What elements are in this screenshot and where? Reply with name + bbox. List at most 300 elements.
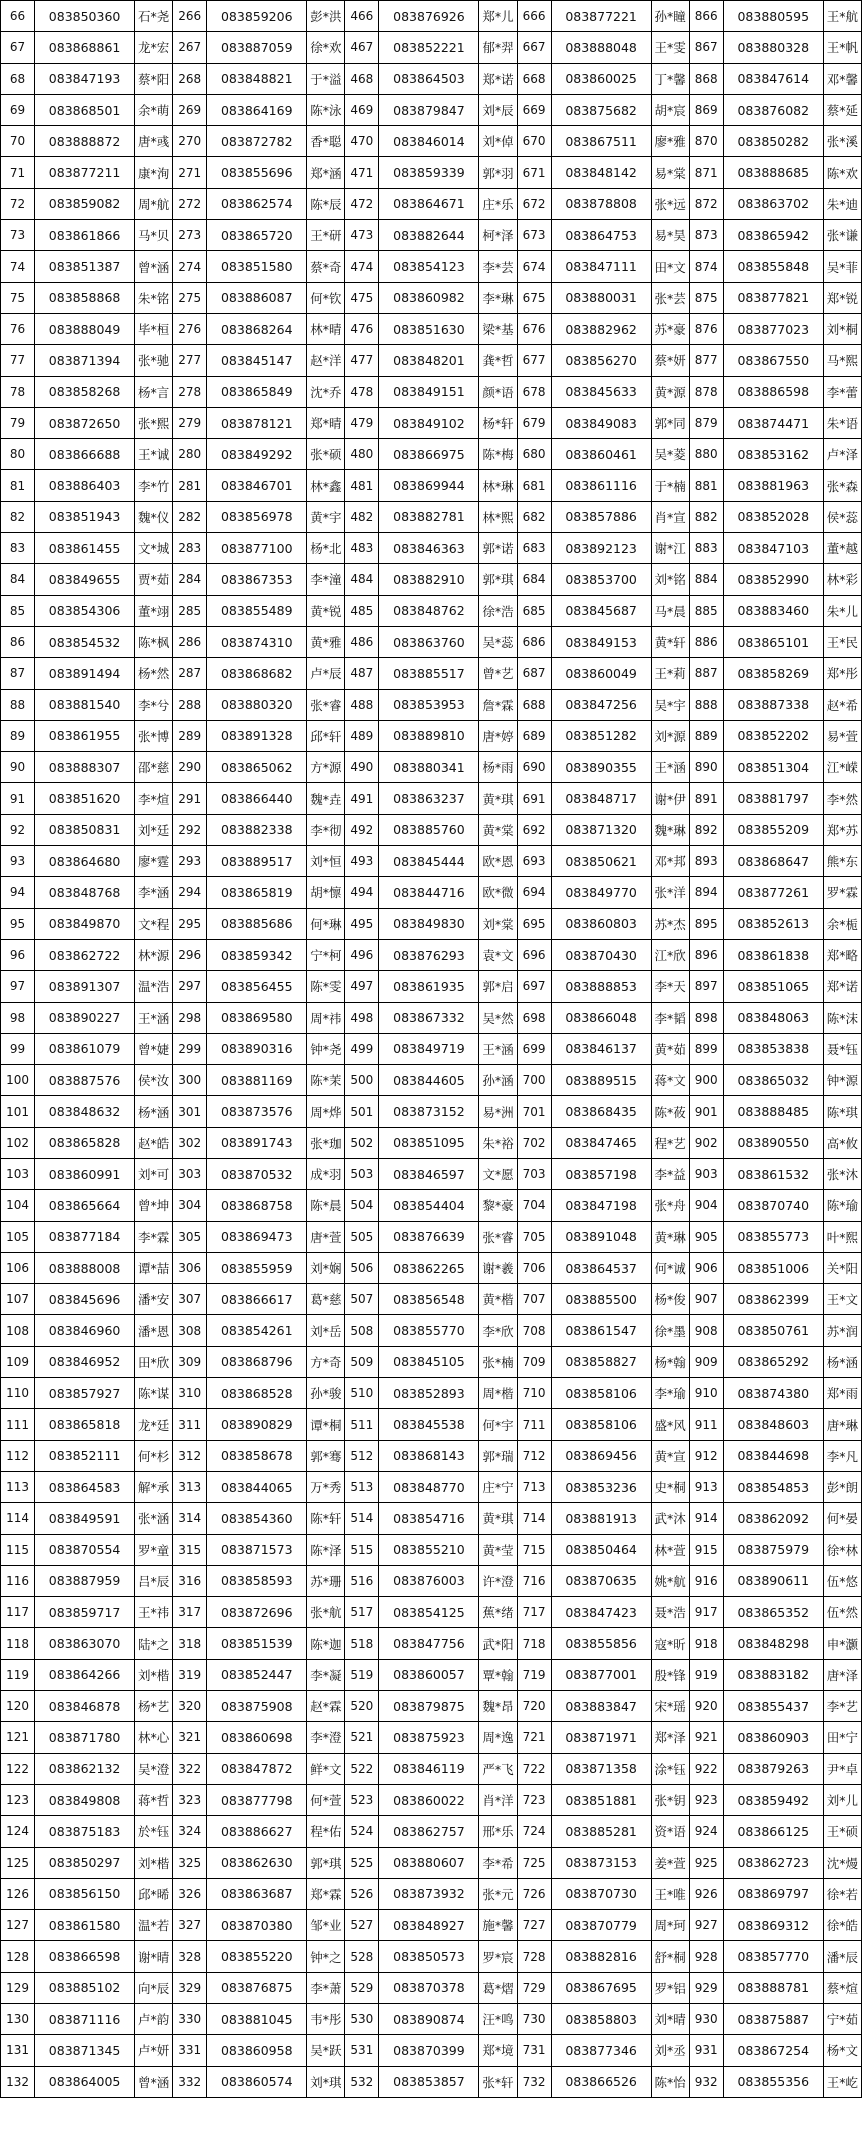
- name-cell: 马*晨: [651, 595, 689, 626]
- name-cell: 陈*晨: [307, 1190, 345, 1221]
- id-number-cell: 083885517: [379, 658, 479, 689]
- id-number-cell: 083889810: [379, 720, 479, 751]
- seq-number-cell: 305: [173, 1221, 207, 1252]
- name-cell: 武*沐: [651, 1503, 689, 1534]
- seq-number-cell: 728: [517, 1941, 551, 1972]
- table-row: [1, 1503, 862, 1534]
- table-row: [1, 157, 862, 188]
- id-number-cell: 083853700: [551, 564, 651, 595]
- id-number-cell: 083873153: [551, 1847, 651, 1878]
- id-number-cell: 083850464: [551, 1534, 651, 1565]
- seq-number-cell: 317: [173, 1597, 207, 1628]
- name-cell: 殷*锋: [651, 1659, 689, 1690]
- id-number-cell: 083860903: [723, 1722, 823, 1753]
- name-cell: 王*民: [823, 626, 861, 657]
- id-number-cell: 083855770: [379, 1315, 479, 1346]
- name-cell: 贾*茹: [135, 564, 173, 595]
- seq-number-cell: 669: [517, 94, 551, 125]
- seq-number-cell: 70: [1, 126, 35, 157]
- id-number-cell: 083867332: [379, 1002, 479, 1033]
- id-number-cell: 083848770: [379, 1471, 479, 1502]
- id-number-cell: 083847872: [207, 1753, 307, 1784]
- id-number-cell: 083858269: [723, 658, 823, 689]
- id-number-cell: 083879847: [379, 94, 479, 125]
- id-number-cell: 083865828: [35, 1127, 135, 1158]
- id-number-cell: 083861547: [551, 1315, 651, 1346]
- table-row: [1, 470, 862, 501]
- seq-number-cell: 694: [517, 877, 551, 908]
- id-number-cell: 083891048: [551, 1221, 651, 1252]
- seq-number-cell: 887: [689, 658, 723, 689]
- name-cell: 王*帆: [823, 32, 861, 63]
- id-number-cell: 083865032: [723, 1065, 823, 1096]
- id-number-cell: 083885686: [207, 908, 307, 939]
- seq-number-cell: 471: [345, 157, 379, 188]
- id-number-cell: 083868861: [35, 32, 135, 63]
- name-cell: 汪*鸣: [479, 2004, 517, 2035]
- name-cell: 香*聪: [307, 126, 345, 157]
- name-cell: 黄*琳: [651, 1221, 689, 1252]
- id-number-cell: 083877821: [723, 282, 823, 313]
- seq-number-cell: 281: [173, 470, 207, 501]
- name-cell: 欧*恩: [479, 846, 517, 877]
- name-cell: 吴*菱: [651, 439, 689, 470]
- seq-number-cell: 906: [689, 1252, 723, 1283]
- id-number-cell: 083868528: [207, 1378, 307, 1409]
- id-number-cell: 083850282: [723, 126, 823, 157]
- id-number-cell: 083871358: [551, 1753, 651, 1784]
- id-number-cell: 083857198: [551, 1158, 651, 1189]
- id-number-cell: 083876926: [379, 1, 479, 32]
- name-cell: 郑*诺: [823, 971, 861, 1002]
- name-cell: 杨*艺: [135, 1691, 173, 1722]
- seq-number-cell: 508: [345, 1315, 379, 1346]
- seq-number-cell: 496: [345, 939, 379, 970]
- name-cell: 黄*茹: [651, 1033, 689, 1064]
- name-cell: 潘*安: [135, 1284, 173, 1315]
- seq-number-cell: 474: [345, 251, 379, 282]
- id-number-cell: 083859206: [207, 1, 307, 32]
- name-cell: 蔡*阳: [135, 63, 173, 94]
- seq-number-cell: 485: [345, 595, 379, 626]
- name-cell: 黄*楷: [479, 1284, 517, 1315]
- id-number-cell: 083865664: [35, 1190, 135, 1221]
- seq-number-cell: 272: [173, 188, 207, 219]
- seq-number-cell: 132: [1, 2066, 35, 2097]
- name-cell: 钟*之: [307, 1941, 345, 1972]
- seq-number-cell: 129: [1, 1972, 35, 2003]
- name-cell: 陈*雯: [307, 971, 345, 1002]
- id-number-cell: 083850297: [35, 1847, 135, 1878]
- name-cell: 周*楷: [479, 1378, 517, 1409]
- id-number-cell: 083866048: [551, 1002, 651, 1033]
- id-number-cell: 083858678: [207, 1440, 307, 1471]
- name-cell: 罗*宸: [479, 1941, 517, 1972]
- name-cell: 王*文: [823, 1284, 861, 1315]
- seq-number-cell: 869: [689, 94, 723, 125]
- id-number-cell: 083847465: [551, 1127, 651, 1158]
- name-cell: 王*涵: [479, 1033, 517, 1064]
- name-cell: 史*桐: [651, 1471, 689, 1502]
- name-cell: 葛*熠: [479, 1972, 517, 2003]
- seq-number-cell: 103: [1, 1158, 35, 1189]
- seq-number-cell: 92: [1, 814, 35, 845]
- name-cell: 赵*洋: [307, 345, 345, 376]
- seq-number-cell: 925: [689, 1847, 723, 1878]
- id-number-cell: 083854306: [35, 595, 135, 626]
- name-cell: 吴*菲: [823, 251, 861, 282]
- id-number-cell: 083862757: [379, 1816, 479, 1847]
- seq-number-cell: 314: [173, 1503, 207, 1534]
- name-cell: 程*佑: [307, 1816, 345, 1847]
- name-cell: 郑*境: [479, 2035, 517, 2066]
- name-cell: 陈*欢: [823, 157, 861, 188]
- name-cell: 邵*慈: [135, 752, 173, 783]
- id-number-cell: 083870635: [551, 1565, 651, 1596]
- name-cell: 廖*雅: [651, 126, 689, 157]
- id-number-cell: 083858106: [551, 1378, 651, 1409]
- table-row: [1, 2066, 862, 2097]
- name-cell: 王*航: [823, 1, 861, 32]
- id-number-cell: 083876875: [207, 1972, 307, 2003]
- seq-number-cell: 721: [517, 1722, 551, 1753]
- name-cell: 袁*文: [479, 939, 517, 970]
- seq-number-cell: 470: [345, 126, 379, 157]
- id-number-cell: 083867254: [723, 2035, 823, 2066]
- table-row: [1, 1722, 862, 1753]
- seq-number-cell: 905: [689, 1221, 723, 1252]
- id-number-cell: 083866617: [207, 1284, 307, 1315]
- name-cell: 陈*谋: [135, 1378, 173, 1409]
- name-cell: 刘*源: [651, 720, 689, 751]
- id-number-cell: 083859717: [35, 1597, 135, 1628]
- id-number-cell: 083849808: [35, 1784, 135, 1815]
- id-number-cell: 083853857: [379, 2066, 479, 2097]
- id-number-cell: 083846363: [379, 533, 479, 564]
- name-cell: 郁*羿: [479, 32, 517, 63]
- table-row: [1, 345, 862, 376]
- seq-number-cell: 293: [173, 846, 207, 877]
- id-number-cell: 083854123: [379, 251, 479, 282]
- name-cell: 聂*浩: [651, 1597, 689, 1628]
- seq-number-cell: 675: [517, 282, 551, 313]
- id-number-cell: 083877261: [723, 877, 823, 908]
- seq-number-cell: 730: [517, 2004, 551, 2035]
- seq-number-cell: 723: [517, 1784, 551, 1815]
- seq-number-cell: 674: [517, 251, 551, 282]
- name-cell: 卢*韵: [135, 2004, 173, 2035]
- seq-number-cell: 90: [1, 752, 35, 783]
- name-cell: 肖*洋: [479, 1784, 517, 1815]
- name-cell: 张*钥: [651, 1784, 689, 1815]
- id-number-cell: 083844605: [379, 1065, 479, 1096]
- id-number-cell: 083888008: [35, 1252, 135, 1283]
- name-cell: 康*洵: [135, 157, 173, 188]
- name-cell: 文*程: [135, 908, 173, 939]
- name-cell: 周*珂: [651, 1910, 689, 1941]
- name-cell: 陈*轩: [307, 1503, 345, 1534]
- id-number-cell: 083888685: [723, 157, 823, 188]
- seq-number-cell: 108: [1, 1315, 35, 1346]
- name-cell: 曾*涵: [135, 251, 173, 282]
- name-cell: 邱*轩: [307, 720, 345, 751]
- id-number-cell: 083878808: [551, 188, 651, 219]
- seq-number-cell: 73: [1, 220, 35, 251]
- name-cell: 李*韬: [651, 1002, 689, 1033]
- name-cell: 苏*珊: [307, 1565, 345, 1596]
- name-cell: 王*祎: [135, 1597, 173, 1628]
- seq-number-cell: 711: [517, 1409, 551, 1440]
- name-cell: 覃*翰: [479, 1659, 517, 1690]
- seq-number-cell: 87: [1, 658, 35, 689]
- seq-number-cell: 89: [1, 720, 35, 751]
- id-number-cell: 083861955: [35, 720, 135, 751]
- name-cell: 吴*宇: [651, 689, 689, 720]
- table-row: [1, 188, 862, 219]
- name-cell: 施*馨: [479, 1910, 517, 1941]
- seq-number-cell: 677: [517, 345, 551, 376]
- name-cell: 刘*丞: [651, 2035, 689, 2066]
- name-cell: 张*森: [823, 470, 861, 501]
- id-number-cell: 083854716: [379, 1503, 479, 1534]
- id-number-cell: 083860461: [551, 439, 651, 470]
- name-cell: 黄*棠: [479, 814, 517, 845]
- name-cell: 姜*萱: [651, 1847, 689, 1878]
- seq-number-cell: 98: [1, 1002, 35, 1033]
- seq-number-cell: 268: [173, 63, 207, 94]
- id-number-cell: 083855209: [723, 814, 823, 845]
- id-number-cell: 083864537: [551, 1252, 651, 1283]
- id-number-cell: 083851282: [551, 720, 651, 751]
- seq-number-cell: 921: [689, 1722, 723, 1753]
- name-cell: 朱*铭: [135, 282, 173, 313]
- id-number-cell: 083874380: [723, 1378, 823, 1409]
- name-cell: 程*艺: [651, 1127, 689, 1158]
- seq-number-cell: 80: [1, 439, 35, 470]
- id-number-cell: 083848768: [35, 877, 135, 908]
- name-cell: 杨*雨: [479, 752, 517, 783]
- id-number-cell: 083885102: [35, 1972, 135, 2003]
- name-cell: 郭*琪: [479, 564, 517, 595]
- table-row: [1, 908, 862, 939]
- id-number-cell: 083870740: [723, 1190, 823, 1221]
- id-number-cell: 083870430: [551, 939, 651, 970]
- seq-number-cell: 79: [1, 407, 35, 438]
- seq-number-cell: 888: [689, 689, 723, 720]
- id-number-cell: 083848201: [379, 345, 479, 376]
- table-row: [1, 94, 862, 125]
- seq-number-cell: 912: [689, 1440, 723, 1471]
- seq-number-cell: 295: [173, 908, 207, 939]
- name-cell: 张*睿: [479, 1221, 517, 1252]
- seq-number-cell: 704: [517, 1190, 551, 1221]
- seq-number-cell: 893: [689, 846, 723, 877]
- id-number-cell: 083879875: [379, 1691, 479, 1722]
- seq-number-cell: 718: [517, 1628, 551, 1659]
- name-cell: 李*凡: [823, 1440, 861, 1471]
- id-number-cell: 083863687: [207, 1878, 307, 1909]
- name-cell: 董*翊: [135, 595, 173, 626]
- seq-number-cell: 75: [1, 282, 35, 313]
- name-cell: 江*嵘: [823, 752, 861, 783]
- seq-number-cell: 672: [517, 188, 551, 219]
- seq-number-cell: 483: [345, 533, 379, 564]
- seq-number-cell: 273: [173, 220, 207, 251]
- id-number-cell: 083877023: [723, 313, 823, 344]
- name-cell: 李*芸: [479, 251, 517, 282]
- seq-number-cell: 522: [345, 1753, 379, 1784]
- seq-number-cell: 678: [517, 376, 551, 407]
- name-cell: 唐*萱: [307, 1221, 345, 1252]
- name-cell: 李*涵: [135, 877, 173, 908]
- name-cell: 周*逸: [479, 1722, 517, 1753]
- name-cell: 王*涵: [135, 1002, 173, 1033]
- id-number-cell: 083865942: [723, 220, 823, 251]
- id-number-cell: 083851943: [35, 501, 135, 532]
- name-cell: 刘*倬: [479, 126, 517, 157]
- table-row: [1, 1190, 862, 1221]
- name-cell: 苏*豪: [651, 313, 689, 344]
- id-number-cell: 083881963: [723, 470, 823, 501]
- name-cell: 林*熙: [479, 501, 517, 532]
- name-cell: 王*莉: [651, 658, 689, 689]
- seq-number-cell: 705: [517, 1221, 551, 1252]
- name-cell: 吴*澄: [135, 1753, 173, 1784]
- name-cell: 侯*汝: [135, 1065, 173, 1096]
- name-cell: 张*谦: [823, 220, 861, 251]
- id-number-cell: 083870779: [551, 1910, 651, 1941]
- table-row: [1, 1033, 862, 1064]
- name-cell: 唐*彧: [135, 126, 173, 157]
- seq-number-cell: 66: [1, 1, 35, 32]
- id-number-cell: 083866526: [551, 2066, 651, 2097]
- id-number-cell: 083857770: [723, 1941, 823, 1972]
- id-number-cell: 083846878: [35, 1691, 135, 1722]
- seq-number-cell: 68: [1, 63, 35, 94]
- id-number-cell: 083873152: [379, 1096, 479, 1127]
- seq-number-cell: 72: [1, 188, 35, 219]
- seq-number-cell: 532: [345, 2066, 379, 2097]
- id-number-cell: 083862092: [723, 1503, 823, 1534]
- name-cell: 李*潼: [307, 564, 345, 595]
- seq-number-cell: 313: [173, 1471, 207, 1502]
- id-number-cell: 083849830: [379, 908, 479, 939]
- seq-number-cell: 130: [1, 2004, 35, 2035]
- seq-number-cell: 493: [345, 846, 379, 877]
- seq-number-cell: 922: [689, 1753, 723, 1784]
- name-cell: 唐*婷: [479, 720, 517, 751]
- name-cell: 蔡*奇: [307, 251, 345, 282]
- seq-number-cell: 915: [689, 1534, 723, 1565]
- name-cell: 罗*霖: [823, 877, 861, 908]
- id-number-cell: 083874310: [207, 626, 307, 657]
- seq-number-cell: 676: [517, 313, 551, 344]
- name-cell: 李*瑜: [651, 1378, 689, 1409]
- name-cell: 郭*瑞: [479, 1440, 517, 1471]
- id-number-cell: 083876639: [379, 1221, 479, 1252]
- seq-number-cell: 286: [173, 626, 207, 657]
- id-number-cell: 083873932: [379, 1878, 479, 1909]
- name-cell: 黄*琪: [479, 783, 517, 814]
- id-number-cell: 083862132: [35, 1753, 135, 1784]
- name-cell: 李*益: [651, 1158, 689, 1189]
- seq-number-cell: 502: [345, 1127, 379, 1158]
- name-cell: 谢*晴: [135, 1941, 173, 1972]
- id-number-cell: 083862722: [35, 939, 135, 970]
- name-cell: 尹*卓: [823, 1753, 861, 1784]
- seq-number-cell: 266: [173, 1, 207, 32]
- name-cell: 毕*桓: [135, 313, 173, 344]
- id-number-cell: 083845633: [551, 376, 651, 407]
- name-cell: 于*楠: [651, 470, 689, 501]
- seq-number-cell: 679: [517, 407, 551, 438]
- seq-number-cell: 310: [173, 1378, 207, 1409]
- id-number-cell: 083870554: [35, 1534, 135, 1565]
- seq-number-cell: 511: [345, 1409, 379, 1440]
- seq-number-cell: 518: [345, 1628, 379, 1659]
- seq-number-cell: 685: [517, 595, 551, 626]
- seq-number-cell: 128: [1, 1941, 35, 1972]
- name-cell: 郭*同: [651, 407, 689, 438]
- name-cell: 李*兮: [135, 689, 173, 720]
- seq-number-cell: 500: [345, 1065, 379, 1096]
- id-number-cell: 083870378: [379, 1972, 479, 2003]
- name-cell: 徐*墨: [651, 1315, 689, 1346]
- name-cell: 熊*东: [823, 846, 861, 877]
- table-row: [1, 2035, 862, 2066]
- name-cell: 于*溢: [307, 63, 345, 94]
- seq-number-cell: 916: [689, 1565, 723, 1596]
- name-cell: 黄*锐: [307, 595, 345, 626]
- name-cell: 邢*乐: [479, 1816, 517, 1847]
- name-cell: 蔡*延: [823, 94, 861, 125]
- seq-number-cell: 687: [517, 658, 551, 689]
- name-cell: 李*蕾: [823, 376, 861, 407]
- id-number-cell: 083885281: [551, 1816, 651, 1847]
- id-number-cell: 083862723: [723, 1847, 823, 1878]
- seq-number-cell: 277: [173, 345, 207, 376]
- seq-number-cell: 326: [173, 1878, 207, 1909]
- id-number-cell: 083865720: [207, 220, 307, 251]
- name-cell: 陈*莜: [651, 1096, 689, 1127]
- id-number-cell: 083887959: [35, 1565, 135, 1596]
- seq-number-cell: 499: [345, 1033, 379, 1064]
- seq-number-cell: 868: [689, 63, 723, 94]
- name-cell: 田*文: [651, 251, 689, 282]
- seq-number-cell: 101: [1, 1096, 35, 1127]
- seq-number-cell: 872: [689, 188, 723, 219]
- id-number-cell: 083874471: [723, 407, 823, 438]
- id-number-cell: 083871116: [35, 2004, 135, 2035]
- table-row: [1, 1597, 862, 1628]
- seq-number-cell: 695: [517, 908, 551, 939]
- name-cell: 张*睿: [307, 689, 345, 720]
- id-number-cell: 083871320: [551, 814, 651, 845]
- seq-number-cell: 315: [173, 1534, 207, 1565]
- seq-number-cell: 67: [1, 32, 35, 63]
- seq-number-cell: 690: [517, 752, 551, 783]
- id-number-cell: 083847614: [723, 63, 823, 94]
- name-cell: 唐*泽: [823, 1659, 861, 1690]
- seq-number-cell: 121: [1, 1722, 35, 1753]
- id-number-cell: 083848762: [379, 595, 479, 626]
- seq-number-cell: 99: [1, 1033, 35, 1064]
- seq-number-cell: 96: [1, 939, 35, 970]
- table-row: [1, 939, 862, 970]
- id-number-cell: 083851881: [551, 1784, 651, 1815]
- name-cell: 江*欣: [651, 939, 689, 970]
- seq-number-cell: 515: [345, 1534, 379, 1565]
